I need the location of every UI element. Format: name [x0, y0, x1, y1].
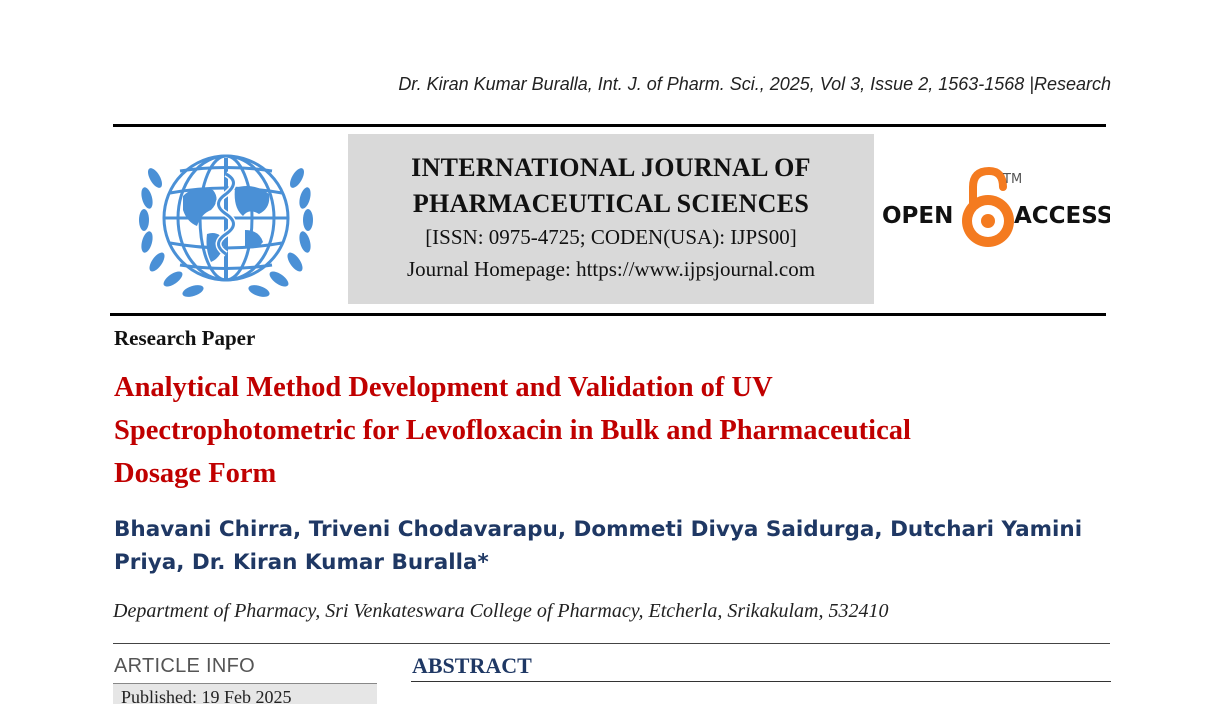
running-head: Dr. Kiran Kumar Buralla, Int. J. of Pharm. Sci., 2025, Vol 3, Issue 2, 1563-1568 |Research — [398, 74, 1111, 94]
journal-title-line2: PHARMACEUTICAL SCIENCES — [412, 189, 810, 218]
article-info-heading: ARTICLE INFO — [114, 655, 256, 677]
journal-issn: [ISSN: 0975-4725; CODEN(USA): IJPS00] — [425, 225, 797, 249]
open-access-logo — [880, 165, 1110, 257]
section-divider — [113, 643, 1110, 644]
article-info-box — [113, 683, 377, 704]
author-line1: Bhavani Chirra, Triveni Chodavarapu, Dommeti Divya Saidurga, Dutchari Yamini — [114, 517, 1083, 542]
affiliation: Department of Pharmacy, Sri Venkateswara College of Pharmacy, Etcherla, Srikakulam, 532410 — [113, 600, 889, 622]
abstract-rule — [411, 681, 1111, 682]
header-rule-top — [113, 124, 1106, 127]
paper-title-line2: Spectrophotometric for Levofloxacin in Bulk and Pharmaceutical — [114, 415, 911, 446]
paper-title-line1: Analytical Method Development and Validation of UV — [114, 372, 773, 403]
paper-type-label: Research Paper — [114, 326, 256, 350]
open-access-word-access: ACCESS — [1014, 203, 1110, 229]
published-date: Published: 19 Feb 2025 — [121, 687, 292, 704]
paper-title-line3: Dosage Form — [114, 458, 277, 489]
abstract-heading: ABSTRACT — [412, 653, 532, 678]
journal-homepage: Journal Homepage: https://www.ijpsjournal.com — [406, 257, 816, 281]
journal-title-box — [348, 134, 874, 304]
header-rule-bottom — [110, 313, 1106, 316]
journal-emblem-logo — [125, 138, 327, 306]
journal-title-line1: INTERNATIONAL JOURNAL OF — [411, 153, 811, 182]
open-access-trademark: TM — [1003, 172, 1023, 187]
open-access-word-open: OPEN — [882, 203, 954, 229]
author-list — [114, 513, 1114, 579]
author-line2: Priya, Dr. Kiran Kumar Buralla* — [114, 550, 489, 575]
paper-title — [114, 366, 1074, 495]
